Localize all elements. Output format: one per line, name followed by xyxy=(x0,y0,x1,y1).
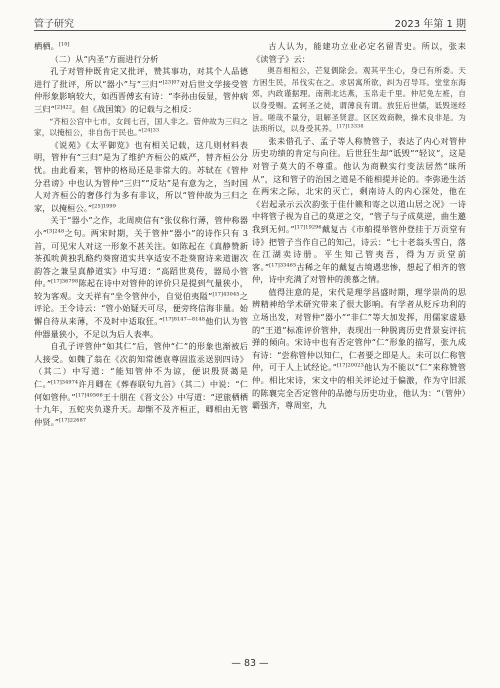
citation-ref: [2]422 xyxy=(54,104,73,111)
citation-ref: [3]248 xyxy=(47,228,65,235)
paragraph-text: 《说苑》《太平御览》也有相关记载，这几则材料表明，管仲有“三归”是为了维护齐桓公的威严，替齐桓公分忧。由此看来，管仲的格局还是非常大的。苏轼在《管仲分君谤》中也认为管仲“三归”“反坫”是有意为之，当时国人对齐桓公的奢侈行为多有非议，所以“管仲故为三归之家，以掩桓公。” xyxy=(34,139,248,213)
citation-ref: [17]19296 xyxy=(294,224,322,231)
paragraph xyxy=(252,286,466,412)
paragraph xyxy=(34,214,248,340)
paragraph xyxy=(252,40,466,65)
paragraph-text: 戴复古《市舶提举管仲登挂于万贡堂有诗》把管子当作自己的知己，诗云：“七十老翁头雪白，落在江湖卖诗册。平生知己管夷吾，得为万贡堂前客。” xyxy=(252,223,466,272)
left-column xyxy=(34,40,248,428)
citation-ref: [24]33 xyxy=(141,127,160,134)
citation-ref: [17]33465 xyxy=(269,261,297,268)
paragraph-text: 张耒借孔子、孟子等人称赞管子，表达了内心对管仲历史功绩的肯定与向往。后世狂生却“诋毁”“轻议”，这是对管子莫大的不尊重。他认为商鞅实行变法居然“昧所从”，这和管子的治国之道是不能相提并论的。李弥逊生活在两宋之际，北宋的灭亡，剩南诗人的内心深处，他在《岩起录示云次韵张于佳什籁和寄之以道山居之况》一诗中将管子视为自己的莫逆之交，“管子与子成莫逆，曲生邀我到无何。” xyxy=(252,135,466,234)
paragraph xyxy=(34,65,248,115)
paragraph-text: 栖栖。 xyxy=(34,41,59,51)
paragraph-text: 对后世文学接受管仲形象影响较大，如西晋傅玄有诗：“李孙由佞显，管仲病三归” xyxy=(34,78,248,114)
citation-ref: [17]36798 xyxy=(51,278,79,285)
paragraph-text: 孔子对管仲既肯定又批评，赞其事功，对其个人品德进行了批评，所以“器小”与“三归” xyxy=(34,66,248,89)
citation-ref: [10] xyxy=(58,41,70,48)
paragraph-text: 陈起在诗中对管仲的评价只是提到气量狭小，较为客观。文天祥有“坐令管仲小，自觉伯夷隘” xyxy=(34,278,248,301)
paragraph-text: 奥吾相桓公，芒复偶除会。观其平生心，身已有所委。天方困生民，吊伐实在之。求居寓所欲，纠为召导耳。堂堂东海郊，内政谨据理。南荆北达燕，玉帛走千里。仲尼免左袵，自以身受赐。孟轲圣之徒，谓薄良有谓。放狂后世儒，诋毁迷经旨。嗟哉不量分，诅解圣贤意。区区效商鞅，操术良非是。为法琐所以，以身受其养。 xyxy=(252,66,466,134)
paragraph-text: 王十朋在《晋文公》中写道：“逆旅栖栖十九年，五蛇夹负遂升天。却惭不及齐桓正，卿相由无管仲贤。” xyxy=(34,391,248,427)
paragraph-text: 许月卿在《葬春联句九首》（其二）中说：“仁何如管仲。” xyxy=(34,379,249,402)
paragraph xyxy=(34,139,248,215)
paragraph-text: 。但《战国策》的记载与之相反： xyxy=(72,103,197,114)
paragraph-text: 古稀之年的戴复古境遇悲惨，想起了相齐的管仲，诗中充满了对管仲的羡慕之情。 xyxy=(252,261,466,285)
paragraph-text: “齐桓公宫中七市，女闾七百，国人非之。管仲故为三归之家，以掩桓公，非自伤于民也。” xyxy=(34,116,248,138)
paragraph-text: 之句。两宋时期，关于管仲“器小”的诗作只有 3 首，可见宋人对这一形象不甚关注。如陈起在《真静赞新茶孤吮黄独乳酪约葵窗道实共享适安不赴葵窗诗来道谢次韵答之兼呈真静道实》中写道：“高蹈世莫传，器局小管仲。” xyxy=(34,227,248,289)
citation-ref: [17]22687 xyxy=(59,417,87,424)
paragraph-text: 之评论。王令诗云：“管小始疑天可尽，便旁终信海非量。始懈自待从来薄，不及时中适取狂。” xyxy=(34,290,248,327)
paragraph xyxy=(34,53,248,66)
paragraph-text: 值得注意的是，宋代是理学昌盛时期，理学崇尚的思辨精神给学术研究带来了很大影响。有学者从贬斥功利的立场出发，对管仲“器小”“非仁”等大加发挥，用儒家虚悬的“王道”标准评价管仲，表现出一种脱离历史背景妄评抗弹的倾向。宋诗中也有否定管仲“仁”形象的描写，张九成有诗：“尝称管仲以知仁，仁者要之即是人。未可以仁称管仲，可于人上试经论。” xyxy=(252,286,466,373)
citation-ref: [17]8147—8148 xyxy=(163,316,206,323)
citation-ref: [17]40566 xyxy=(75,391,103,398)
citation-ref: [25]1999 xyxy=(92,202,116,209)
journal-name: 管子研究 xyxy=(34,19,74,30)
citation-ref: [23]07 xyxy=(162,79,180,86)
citation-ref: [17]20023 xyxy=(336,362,364,369)
right-column xyxy=(252,40,466,412)
citation-ref: [17]43045 xyxy=(212,291,240,298)
paragraph-text: （二）从“内圣”方面进行分析 xyxy=(50,53,159,64)
page-number: — 83 — xyxy=(231,658,269,669)
citation-ref: [17]34974 xyxy=(51,379,79,386)
paragraph-text: 他认为不能以“仁”来称赞管仲。相比宋诗，宋文中的相关评论过于偏激，作为守旧派的陈襄完全否定管仲的品德与历史功业，他认为：“（管仲）霸强齐，尊周室，九 xyxy=(252,362,467,411)
paragraph-text: 关于“器小”之作，北周庾信有“张仪称行薄，管仲称器小” xyxy=(34,215,248,238)
paragraph xyxy=(34,340,248,428)
paragraph xyxy=(252,135,466,286)
paragraph-text: 自孔子评管仲“如其仁”后，管仲“仁”的形象也渐被后人接受。如魏了翁在《次韵知常德袁尊固监丞送别四诗》（其二）中写道：“能知管仲不为谅，便识殷贤蔼是仁。” xyxy=(34,341,248,390)
paragraph xyxy=(252,65,466,135)
paragraph-text: 他们认为管仲器量狭小，不足以为后人表率。 xyxy=(34,316,248,339)
page-header xyxy=(34,14,466,31)
paragraph xyxy=(34,40,248,53)
paragraph-text: 古人认为，能建功立业必定名留青史。所以，张耒《读管子》云： xyxy=(252,41,466,64)
paragraph xyxy=(34,116,248,139)
citation-ref: [17]13338 xyxy=(336,123,364,130)
issue-label: 2023 年第 1 期 xyxy=(394,19,466,30)
